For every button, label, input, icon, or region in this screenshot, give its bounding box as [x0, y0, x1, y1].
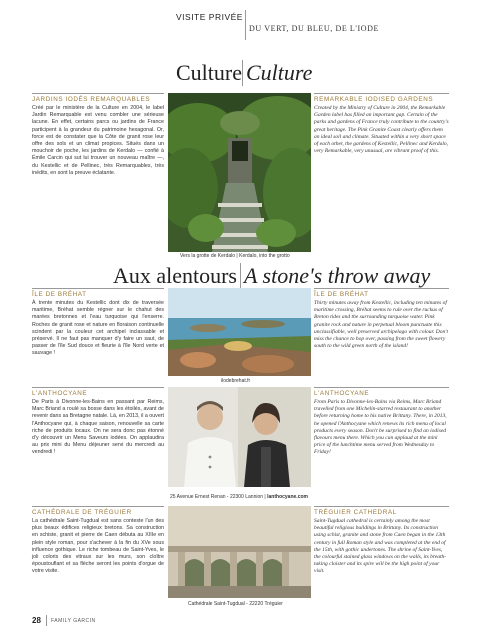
page-number: 28: [32, 616, 41, 625]
culture-en-heading: REMARKABLE IODISED GARDENS: [314, 96, 434, 103]
anthocyane-website-link[interactable]: lanthocyane.com: [267, 494, 308, 500]
section-kicker: VISITE PRIVÉE: [176, 12, 243, 22]
culture-title-en: Culture: [246, 60, 313, 85]
header-divider: [245, 10, 246, 40]
anthocyane-fr-heading: L'ANTHOCYANE: [32, 390, 88, 397]
kerdalo-photo-caption: Vers la grotte de Kerdalo | Kerdalo, into the grotto: [180, 253, 290, 259]
culture-title-fr: Culture: [176, 60, 242, 85]
brehat-island-photo: [168, 288, 311, 376]
anthocyane-address: 25 Avenue Ernest Renan - 22300 Lannion |: [170, 494, 268, 500]
culture-fr-heading: JARDINS IODÉS REMARQUABLES: [32, 96, 151, 103]
culture-en-text: Created by the Ministry of Culture in 2004, the Remarkable Garden label has filled an important gap. Certain of the parks and gardens of France truly contribute to the country's great heritage. The Pink Granite Coast clearly offers them an ideal soil and climate. Situated within a very short space of each other, the gardens of Kestellic, Pellinec and Kerdalo, very Remarkable, very unusual, are vibrant proof of this.: [314, 105, 449, 155]
treguier-caption: Cathédrale Saint-Tugdual - 22220 Tréguier: [188, 601, 283, 607]
section-subkicker: DU VERT, DU BLEU, DE L'IODE: [249, 24, 379, 33]
treguier-fr-rule: [32, 506, 164, 507]
brehat-fr-text: À trente minutes du Kestellic dont dix de traversée maritime, Bréhat semble régner sur le chahut des marées bretonnes et l'eau turquoise qui l'enserre. Roches de granit rose et nature en floraison continuelle scindent par la couleur cet archipel inclassable et préservé. Il ne faut pas manquer d'y faire un saut, de passer de l'île Sud douce et fleurie à l'île Nord verte et sauvage !: [32, 300, 164, 357]
treguier-fr-heading: CATHÉDRALE DE TRÉGUIER: [32, 509, 132, 516]
kerdalo-garden-photo: [168, 93, 311, 252]
brehat-en-heading: ÎLE DE BRÉHAT: [314, 291, 369, 298]
culture-en-rule: [314, 93, 449, 94]
brehat-photo-caption: ilodebrehat.fr: [221, 378, 251, 384]
anthocyane-en-text: From Paris to Divonne-les-Bains via Reims, Marc Briand travelled from one Michelin-starred restaurant to another before returning home to his native Brittany. There, in 2013, he opened l'Anthocyane which renews its rich menu of local products every season. Don't be surprised to find an iodised flavours menu there. Which you can applaud at the mini price of the lunchtime menu served from Wednesday to Friday!: [314, 399, 447, 456]
anthocyane-en-heading: L'ANTHOCYANE: [314, 390, 370, 397]
anthocyane-fr-text: De Paris à Divonne-les-Bains en passant par Reims, Marc Briand a roulé sa bosse dans les étoilés, avant de revenir dans sa Bretagne natale. Là, en 2013, il a ouvert l'Anthocyane qui, à chaque saison, renouvelle sa carte riche de produits locaux. On ne sera donc pas étonné d'y découvrir un Menu Saveurs iodées. On applaudira au prix mini du Menu déjeuner servi du mercredi au vendredi !: [32, 399, 164, 456]
alentours-title-divider: [240, 263, 241, 289]
anthocyane-fr-rule: [32, 387, 164, 388]
culture-fr-text: Créé par le ministère de la Culture en 2004, le label Jardin Remarquable est venu combler une sérieuse lacune. En effet, certains parcs ou jardins de France participent à la grandeur du patrimoine hexagonal. Or, force est de constater que la Côte de granit rose leur offre des sols et un climat propices. Situés dans un mouchoir de poche, les jardins de Kerdalo — confié à Émile Carcin qui sut lui trouver un nouveau maître —, du Kestellic et de Pellinec, très Remarquables, très inédits, en sont la preuve éclatante.: [32, 105, 164, 176]
anthocyane-caption: [170, 494, 308, 500]
treguier-en-heading: TRÉGUIER CATHEDRAL: [314, 509, 397, 516]
culture-fr-rule: [32, 93, 164, 94]
chefs-photo: [168, 387, 311, 487]
treguier-fr-text: La cathédrale Saint-Tugdual est sans conteste l'un des plus beaux édifices religieux bretons. Sa construction en schiste, granit et pierre de Caen débuta au XIIIe en plein style roman, pour s'achever à la fin du XVe sous influence gothique. Le riche tombeau de Saint-Yves, le joli coloris des vitraux sur les murs, son cloître époustouflant et sa flèche seront les points d'orgue de votre visite.: [32, 518, 164, 575]
treguier-en-rule: [314, 506, 449, 507]
brehat-en-rule: [314, 288, 449, 289]
brehat-fr-rule: [32, 288, 164, 289]
brehat-fr-heading: ÎLE DE BRÉHAT: [32, 291, 87, 298]
anthocyane-en-rule: [314, 387, 449, 388]
cathedral-cloister-photo: [168, 506, 311, 598]
culture-title-divider: [242, 60, 243, 86]
brehat-en-text: Thirty minutes away from Kestellic, including ten minutes of maritime crossing, Bréhat seems to rule over the ruckus of Breton tides and the surrounding turquoise water. Pink granite rock and nature in perpetual bloom punctuate this unclassifiable, well preserved archipelago with colour. Don't miss the chance to hop over, passing from the sweet flowery south to the wild green north of the island!: [314, 300, 448, 350]
alentours-title-en: A stone's throw away: [244, 263, 431, 288]
footer-divider: [46, 615, 47, 626]
treguier-en-text: Saint-Tugdual cathedral is certainly among the most beautiful religious buildings in Brittany. Its construction using schist, granite and stone from Caen began in the 13th century in full Roman style and was completed at the end of the 15th, with gothic undertones. The shrine of Saint-Yves, the colourful stained glass windows on the walls, its breath-taking cloister and its spire will be the high point of your visit.: [314, 518, 447, 575]
alentours-title-fr: Aux alentours: [112, 263, 237, 288]
magazine-name: FAMILY GARCIN: [51, 618, 96, 624]
